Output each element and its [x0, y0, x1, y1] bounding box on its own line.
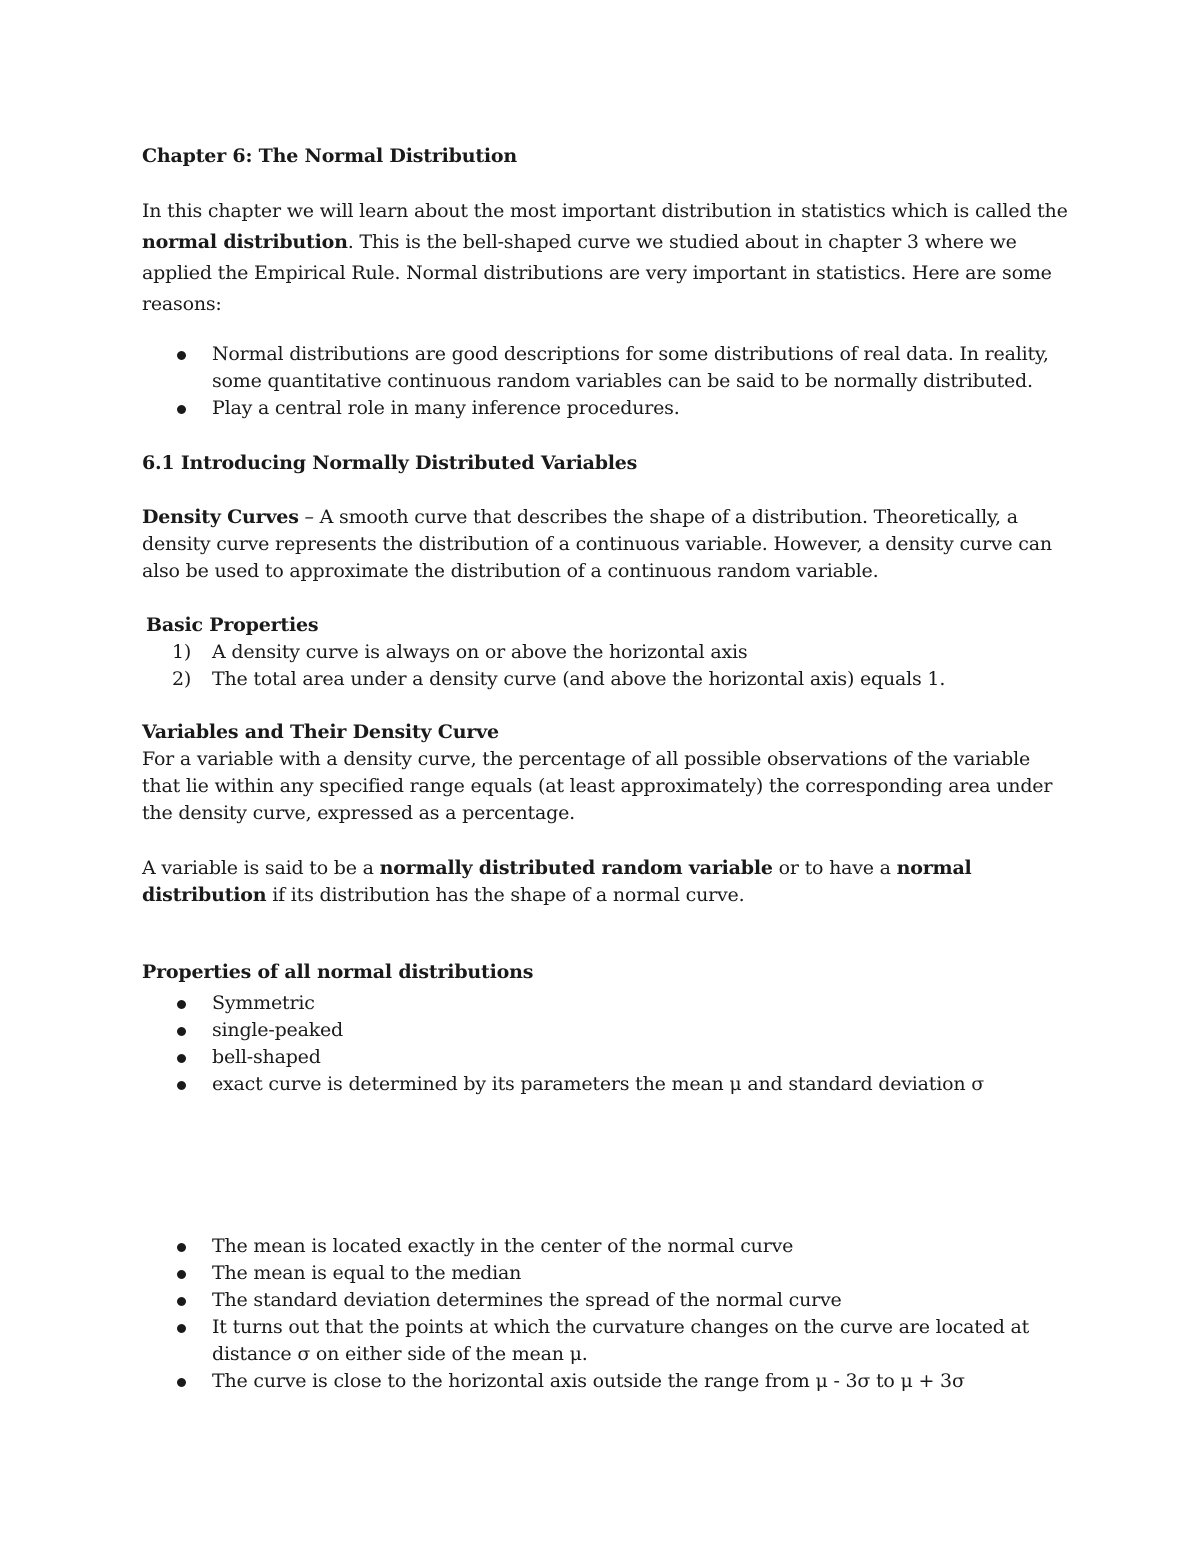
normal-distribution-term: normal distribution [142, 231, 348, 253]
list-item [142, 990, 1072, 1017]
basic-properties-heading: Basic Properties [146, 614, 319, 636]
list-item [142, 1314, 1072, 1368]
list-item-line: The curve is close to the horizontal axis outside the range from μ - 3σ to μ + 3σ [212, 1370, 965, 1392]
bullet-icon [177, 1297, 186, 1306]
mean-properties-list [142, 1233, 1072, 1395]
list-item [142, 639, 1072, 666]
variables-density-section [142, 719, 1072, 827]
normal-term: normal [896, 857, 972, 879]
list-item [142, 1233, 1072, 1260]
normal-def-line-2 [142, 882, 1072, 909]
variables-density-heading: Variables and Their Density Curve [142, 721, 499, 743]
list-item-text: exact curve is determined by its parameters the mean μ and standard deviation σ [212, 1073, 984, 1095]
variables-line-2: that lie within any specified range equals (at least approximately) the corresponding area under [142, 775, 1053, 797]
density-line-1 [142, 504, 1072, 531]
list-item-line: The standard deviation determines the spread of the normal curve [212, 1289, 842, 1311]
list-item [142, 341, 1072, 395]
density-curves-paragraph [142, 504, 1072, 585]
list-item [142, 1071, 1072, 1098]
normal-def-line-1 [142, 855, 1072, 882]
distribution-term: distribution [142, 884, 267, 906]
bullet-icon [177, 1243, 186, 1252]
bullet-icon [177, 1000, 186, 1009]
density-line-2: density curve represents the distribution of a continuous variable. However, a density curve can [142, 533, 1052, 555]
intro-line-3: applied the Empirical Rule. Normal distributions are very important in statistics. Here are some [142, 262, 1052, 284]
normal-def-text: or to have a [772, 857, 897, 879]
normal-random-variable-term: normally distributed random variable [379, 857, 773, 879]
list-item-line: some quantitative continuous random variables can be said to be normally distributed. [212, 370, 1033, 392]
density-line-3: also be used to approximate the distribution of a continuous random variable. [142, 560, 879, 582]
list-item-text: Symmetric [212, 992, 315, 1014]
intro-line-1: In this chapter we will learn about the most important distribution in statistics which is called the [142, 200, 1068, 222]
variables-line-1: For a variable with a density curve, the percentage of all possible observations of the variable [142, 748, 1030, 770]
list-item [142, 1260, 1072, 1287]
list-item-text: bell-shaped [212, 1046, 321, 1068]
list-item-text: A density curve is always on or above the horizontal axis [212, 641, 748, 663]
intro-line-2 [142, 227, 1072, 258]
list-number: 1) [172, 641, 192, 663]
bullet-icon [177, 1027, 186, 1036]
intro-line-2-rest: . This is the bell-shaped curve we studied about in chapter 3 where we [347, 231, 1017, 253]
list-item-text: The total area under a density curve (and above the horizontal axis) equals 1. [212, 668, 946, 690]
intro-paragraph [142, 196, 1072, 320]
list-number: 2) [172, 668, 192, 690]
list-item-line: The mean is equal to the median [212, 1262, 522, 1284]
basic-properties-list [142, 639, 1072, 693]
chapter-title: Chapter 6: The Normal Distribution [142, 145, 517, 167]
list-item-line: The mean is located exactly in the center of the normal curve [212, 1235, 794, 1257]
variables-line-3: the density curve, expressed as a percentage. [142, 802, 575, 824]
properties-list [142, 990, 1072, 1098]
properties-heading: Properties of all normal distributions [142, 961, 534, 983]
list-item-line: Play a central role in many inference procedures. [212, 397, 680, 419]
intro-line-4: reasons: [142, 293, 222, 315]
density-line-1-rest: – A smooth curve that describes the shape of a distribution. Theoretically, a [298, 506, 1018, 528]
normal-def-text: if its distribution has the shape of a normal curve. [266, 884, 745, 906]
list-item [142, 1368, 1072, 1395]
bullet-icon [177, 1270, 186, 1279]
list-item-line: It turns out that the points at which the curvature changes on the curve are located at [212, 1316, 1030, 1338]
bullet-icon [177, 1054, 186, 1063]
section-heading-6-1: 6.1 Introducing Normally Distributed Variables [142, 452, 638, 474]
bullet-icon [177, 1378, 186, 1387]
list-item [142, 395, 1072, 422]
reasons-list [142, 341, 1072, 422]
list-item-line: Normal distributions are good descriptions for some distributions of real data. In reality, [212, 343, 1049, 365]
density-curves-term: Density Curves [142, 506, 299, 528]
normal-definition-paragraph [142, 855, 1072, 909]
list-item [142, 1044, 1072, 1071]
list-item-text: single-peaked [212, 1019, 344, 1041]
bullet-icon [177, 351, 186, 360]
bullet-icon [177, 1324, 186, 1333]
bullet-icon [177, 1081, 186, 1090]
normal-def-text: A variable is said to be a [142, 857, 380, 879]
list-item-line: distance σ on either side of the mean μ. [212, 1343, 588, 1365]
bullet-icon [177, 405, 186, 414]
list-item [142, 666, 1072, 693]
list-item [142, 1287, 1072, 1314]
list-item [142, 1017, 1072, 1044]
